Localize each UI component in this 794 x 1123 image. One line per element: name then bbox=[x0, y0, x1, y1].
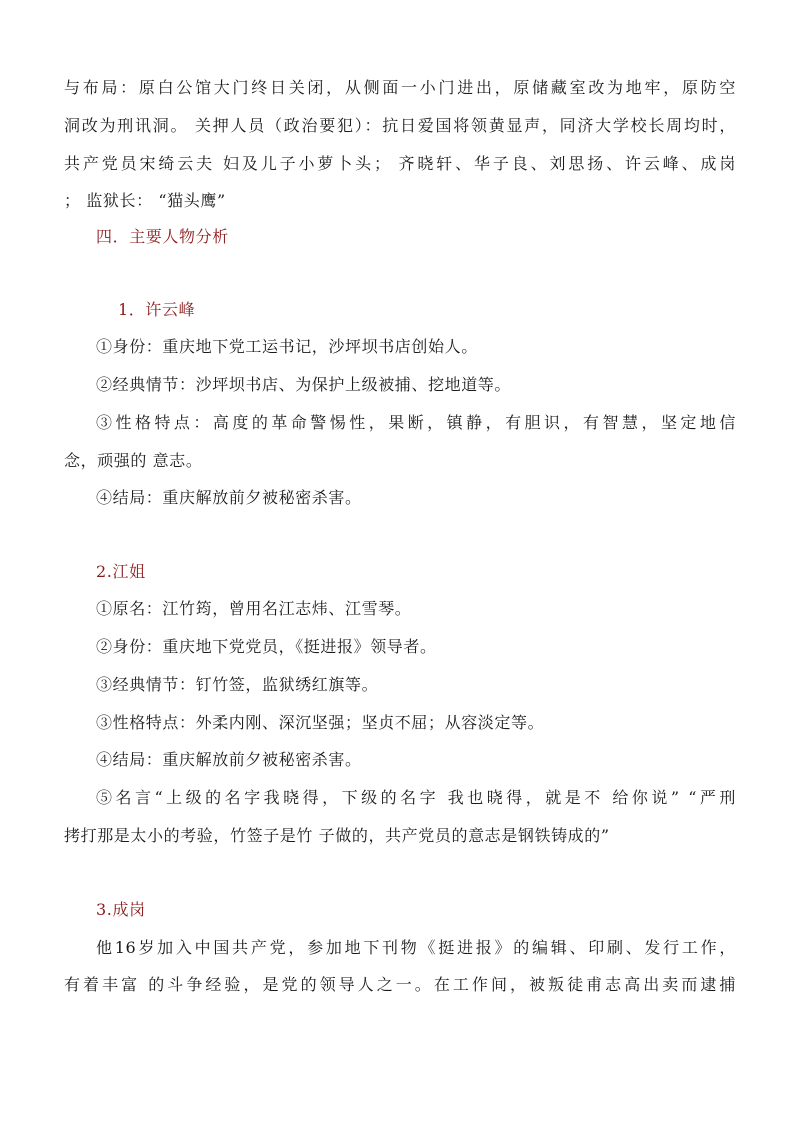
section-heading-main-characters: 四．主要人物分析 bbox=[96, 227, 229, 246]
character-2-line-5: ④结局：重庆解放前夕被秘密杀害。 bbox=[96, 750, 362, 769]
intro-line-2: 洞改为刑讯洞。 关押人员（政治要犯）：抗日爱国将领黄显声，同济大学校长周均时， bbox=[64, 116, 736, 135]
character-1-line-2: ②经典情节：沙坪坝书店、为保护上级被捕、挖地道等。 bbox=[96, 375, 512, 394]
character-2-line-2: ②身份：重庆地下党党员，《挺进报》领导者。 bbox=[96, 637, 437, 656]
character-2-line-3: ③经典情节：钉竹签，监狱绣红旗等。 bbox=[96, 675, 379, 694]
intro-line-1: 与布局：原白公馆大门终日关闭，从侧面一小门进出，原储藏室改为地牢，原防空 bbox=[64, 78, 736, 97]
character-1-line-1: ①身份：重庆地下党工运书记，沙坪坝书店创始人。 bbox=[96, 337, 478, 356]
character-2-line-6: ⑤名言“上级的名字我晓得，下级的名字 我也晓得，就是不 给你说” “严刑 bbox=[96, 788, 736, 807]
character-heading-xu-yunfeng: 1．许云峰 bbox=[118, 300, 196, 319]
character-heading-cheng-gang: 3.成岗 bbox=[96, 900, 146, 919]
character-1-line-5: ④结局：重庆解放前夕被秘密杀害。 bbox=[96, 488, 362, 507]
character-2-line-7: 拷打那是太小的考验，竹签子是竹 子做的，共产党员的意志是钢铁铸成的” bbox=[64, 826, 610, 845]
character-2-line-1: ①原名：江竹筠，曾用名江志炜、江雪琴。 bbox=[96, 599, 412, 618]
character-heading-jiang-jie: 2.江姐 bbox=[96, 562, 146, 581]
character-2-line-4: ③性格特点：外柔内刚、深沉坚强；坚贞不屈；从容淡定等。 bbox=[96, 713, 545, 732]
character-1-line-4: 念，顽强的 意志。 bbox=[64, 451, 203, 470]
character-3-line-2: 有着丰富 的斗争经验，是党的领导人之一。在工作间，被叛徒甫志高出卖而逮捕 bbox=[64, 975, 736, 994]
character-1-line-3: ③性格特点：高度的革命警惕性，果断，镇静，有胆识，有智慧，坚定地信 bbox=[96, 413, 736, 432]
character-3-line-1: 他16岁加入中国共产党，参加地下刊物《挺进报》的编辑、印刷、发行工作， bbox=[96, 938, 736, 957]
intro-line-3: 共产党员宋绮云夫 妇及儿子小萝卜头； 齐晓轩、华子良、刘思扬、许云峰、成岗 bbox=[64, 154, 736, 173]
intro-line-4: ； 监狱长： “猫头鹰” bbox=[64, 191, 226, 210]
